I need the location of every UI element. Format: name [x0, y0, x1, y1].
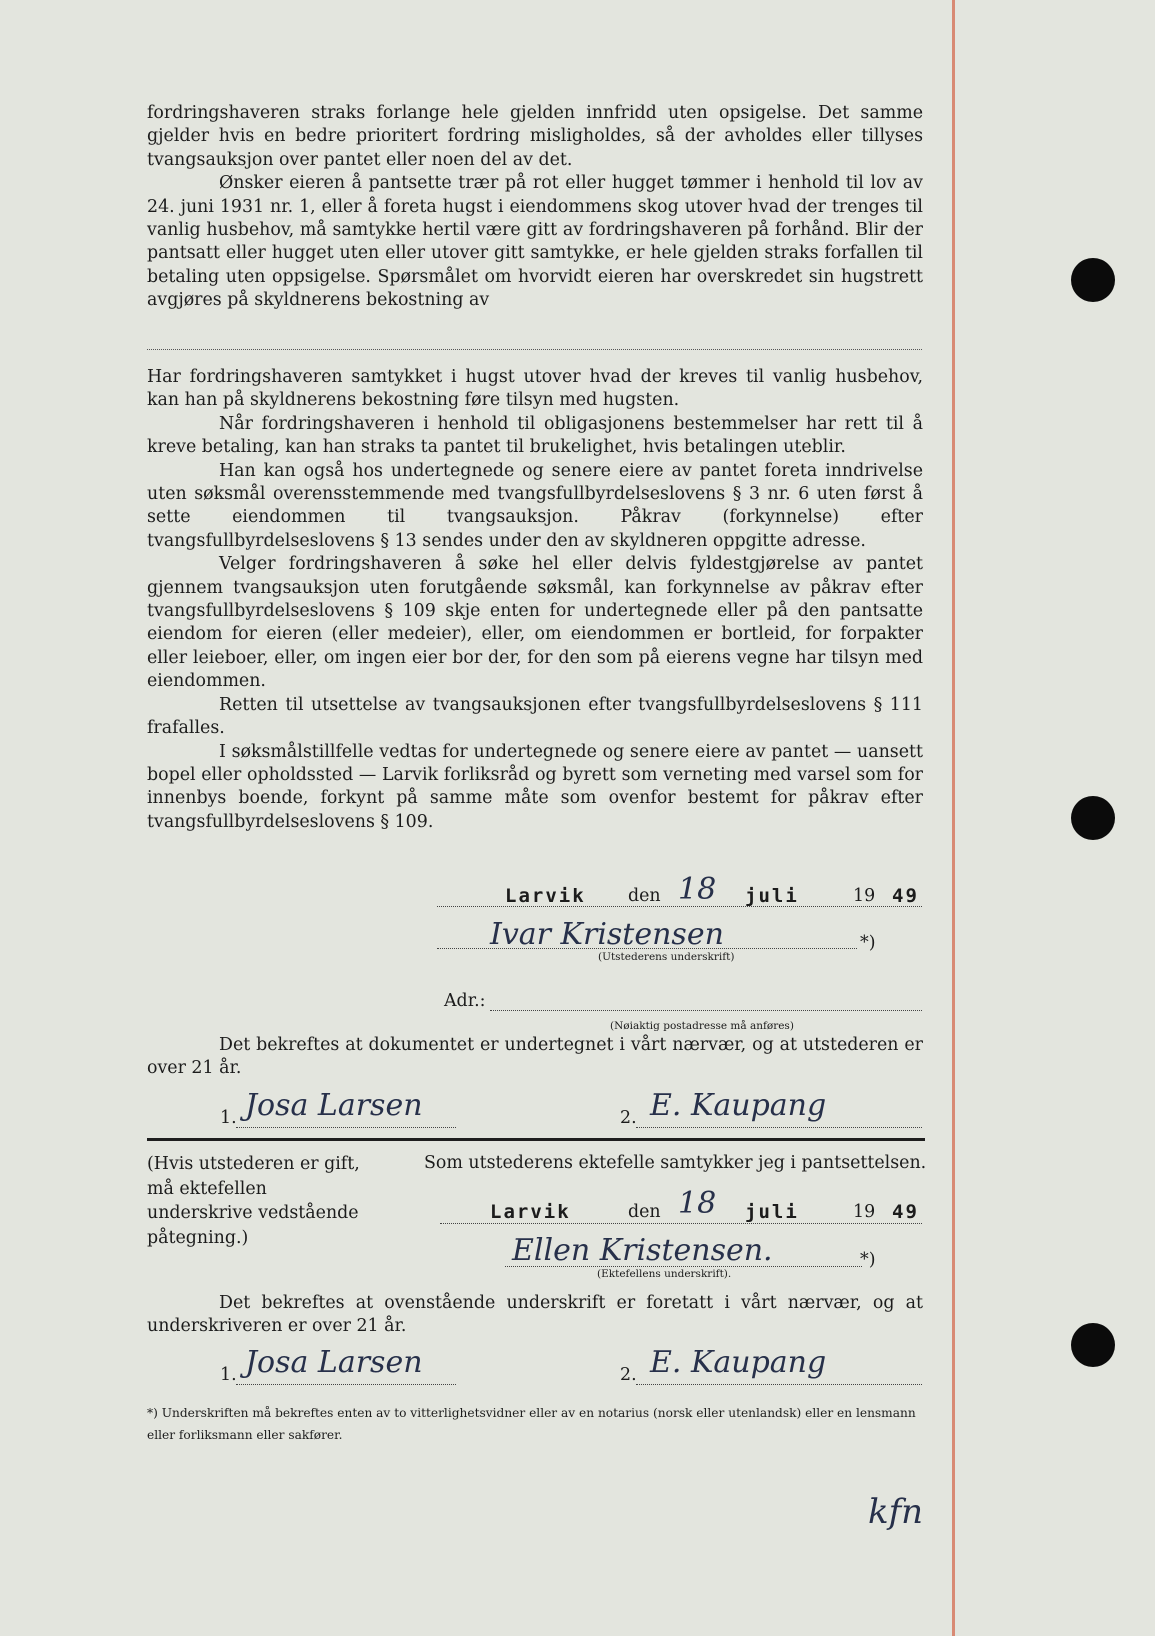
witness-2-line — [636, 1384, 922, 1385]
date-place: Larvik — [490, 1201, 571, 1223]
witness-2-line — [636, 1127, 922, 1128]
witness-1-line — [236, 1127, 456, 1128]
witness-1-signature: Josa Larsen — [245, 1088, 423, 1123]
footnote-marker: *) — [860, 933, 876, 953]
terms-section-2 — [147, 366, 923, 834]
signature-caption: (Utstederens underskrift) — [598, 951, 735, 963]
witness-2-signature: E. Kaupang — [650, 1345, 827, 1380]
clerk-initials: kfn — [868, 1492, 924, 1532]
margin-line — [952, 0, 955, 1636]
witness-1-signature: Josa Larsen — [245, 1345, 423, 1380]
punch-hole — [1071, 258, 1115, 302]
punch-hole — [1071, 796, 1115, 840]
paragraph: Velger fordringshaveren å søke hel eller delvis fyldestgjørelse av pantet gjennem tvangsauksjon uten forutgående søksmål, kan forkynnelse av påkrav efter tvangsfullbyrdelseslovens § 109 skje enten for undertegnede eller på den pantsatte eiendom for eieren (eller medeier), eller, om eiendommen er bortleid, for forpakter eller leieboer, eller, om ingen eier bor der, for den som på eierens vegne har tilsyn med eiendommen. — [147, 554, 923, 692]
date-year-prefix: 19 — [853, 886, 876, 906]
spouse-note: (Hvis utstederen er gift, må ektefellen underskrive vedstående påtegning.) — [147, 1154, 360, 1248]
date-year-suffix: 49 — [892, 885, 919, 907]
address-line — [490, 1010, 922, 1011]
issuer-signature: Ivar Kristensen — [490, 917, 724, 952]
spouse-consent: Som utstederens ektefelle samtykker jeg i pantsettelsen. — [424, 1153, 927, 1173]
date-month: juli — [745, 885, 799, 907]
punch-hole — [1071, 1323, 1115, 1367]
paragraph: Retten til utsettelse av tvangsauksjonen efter tvangsfullbyrdelseslovens § 111 frafalles. — [147, 694, 923, 739]
witness-confirmation-1: Det bekreftes at dokumentet er undertegnet i vårt nærvær, og at utstederen er over 21 år. — [147, 1035, 923, 1079]
date-den-label: den — [628, 1202, 661, 1222]
witness-1-number: 1. — [220, 1365, 237, 1385]
paragraph: I søksmålstillfelle vedtas for undertegnede og senere eiere av pantet — uansett bopel eller opholdssted — Larvik forliksråd og byrett som verneting med varsel som for innenbys boende, forkynt på samme måte som ovenfor bestemt for påkrav efter tvangsfullbyrdelseslovens § 109. — [147, 741, 923, 832]
footnote: *) Underskriften må bekreftes enten av to vitterlighetsvidner eller av en notarius (norsk eller utenlandsk) eller en lensmann eller forliksmann eller sakfører. — [147, 1406, 916, 1442]
paragraph: Han kan også hos undertegnede og senere eiere av pantet foreta inndrivelse uten søksmål overensstemmende med tvangsfullbyrdelseslovens § 3 nr. 6 uten først å sette eiendommen til tvangsauksjon. Påkrav (forkynnelse) efter tvangsfullbyrdelseslovens § 13 sendes under den av skyldneren oppgitte adresse. — [147, 460, 923, 551]
witness-2-number: 2. — [620, 1365, 637, 1385]
dotted-separator — [147, 349, 922, 350]
witness-confirmation-2: Det bekreftes at ovenstående underskrift er foretatt i vårt nærvær, og at underskriveren er over 21 år. — [147, 1293, 923, 1337]
witness-2-number: 2. — [620, 1108, 637, 1128]
address-label: Adr.: — [444, 991, 486, 1011]
date-place: Larvik — [505, 885, 586, 907]
witness-2-signature: E. Kaupang — [650, 1088, 827, 1123]
paragraph: Ønsker eieren å pantsette trær på rot eller hugget tømmer i henhold til lov av 24. juni 1931 nr. 1, eller å foreta hugst i eiendommens skog utover hvad der trenges til vanlig husbehov, må samtykke hertil være gitt av fordringshaveren på forhånd. Blir der pantsatt eller hugget uten eller utover gitt samtykke, er hele gjelden straks forfallen til betaling uten oppsigelse. Spørsmålet om hvorvidt eieren har overskredet sin hugstrett avgjøres på skyldnerens bekostning av — [147, 173, 923, 311]
terms-section-1 — [147, 102, 923, 313]
date-day: 18 — [678, 1186, 717, 1221]
signature-caption: (Ektefellens underskrift). — [597, 1268, 732, 1280]
address-caption: (Nøiaktig postadresse må anføres) — [610, 1020, 794, 1032]
date-den-label: den — [628, 886, 661, 906]
date-year-suffix: 49 — [892, 1201, 919, 1223]
paragraph: Har fordringshaveren samtykket i hugst utover hvad der kreves til vanlig husbehov, kan han på skyldnerens bekostning føre tilsyn med hugsten. — [147, 367, 923, 411]
footnote-marker: *) — [860, 1250, 876, 1270]
witness-1-line — [236, 1384, 456, 1385]
witness-1-number: 1. — [220, 1108, 237, 1128]
section-divider — [147, 1138, 925, 1141]
paragraph: Når fordringshaveren i henhold til obligasjonens bestemmelser har rett til å kreve betaling, kan han straks ta pantet til brukelighet, hvis betalingen uteblir. — [147, 413, 923, 458]
date-day: 18 — [678, 872, 717, 907]
spouse-signature: Ellen Kristensen. — [512, 1233, 773, 1268]
paragraph: fordringshaveren straks forlange hele gjelden innfridd uten opsigelse. Det samme gjelder hvis en bedre prioritert fordring misligholdes, så der avholdes eller tillyses tvangsauksjon over pantet eller noen del av det. — [147, 103, 923, 170]
date-line — [440, 1223, 922, 1224]
date-year-prefix: 19 — [853, 1202, 876, 1222]
date-month: juli — [745, 1201, 799, 1223]
